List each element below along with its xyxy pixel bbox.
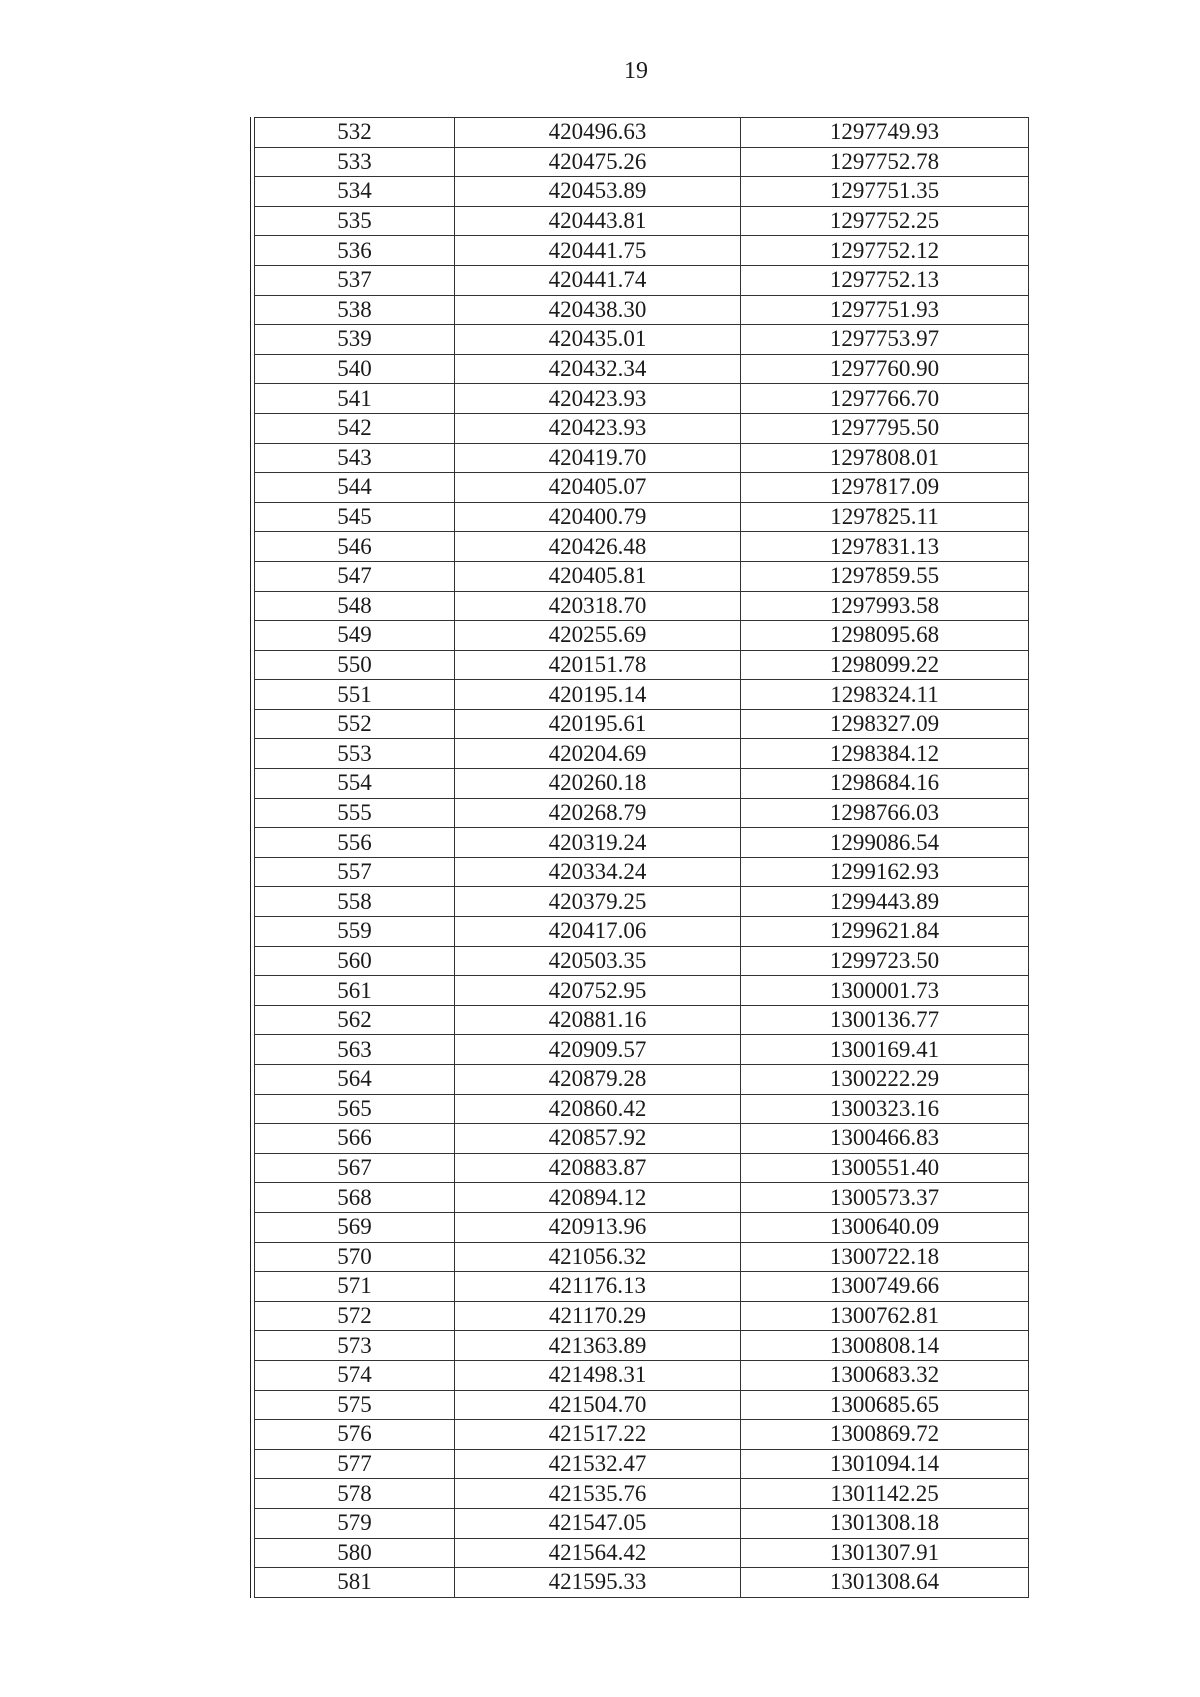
x-coordinate-cell: 420860.42 <box>455 1094 741 1124</box>
y-coordinate-cell: 1300136.77 <box>741 1005 1029 1035</box>
point-number-cell: 556 <box>255 828 455 858</box>
x-coordinate-cell: 420334.24 <box>455 857 741 887</box>
y-coordinate-cell: 1297766.70 <box>741 384 1029 414</box>
y-coordinate-cell: 1301308.18 <box>741 1508 1029 1538</box>
table-row <box>255 561 1029 591</box>
point-number-cell: 561 <box>255 976 455 1006</box>
point-number-cell: 548 <box>255 591 455 621</box>
table-row <box>255 798 1029 828</box>
point-number-cell: 570 <box>255 1242 455 1272</box>
point-number-cell: 557 <box>255 857 455 887</box>
point-number-cell: 568 <box>255 1183 455 1213</box>
point-number-cell: 581 <box>255 1568 455 1598</box>
y-coordinate-cell: 1297760.90 <box>741 354 1029 384</box>
point-number-cell: 567 <box>255 1153 455 1183</box>
table-row <box>255 265 1029 295</box>
point-number-cell: 559 <box>255 917 455 947</box>
point-number-cell: 573 <box>255 1331 455 1361</box>
y-coordinate-cell: 1300323.16 <box>741 1094 1029 1124</box>
point-number-cell: 563 <box>255 1035 455 1065</box>
x-coordinate-cell: 420204.69 <box>455 739 741 769</box>
table-row <box>255 325 1029 355</box>
point-number-cell: 578 <box>255 1479 455 1509</box>
y-coordinate-cell: 1297753.97 <box>741 325 1029 355</box>
point-number-cell: 537 <box>255 265 455 295</box>
point-number-cell: 549 <box>255 621 455 651</box>
y-coordinate-cell: 1297752.13 <box>741 265 1029 295</box>
point-number-cell: 569 <box>255 1212 455 1242</box>
x-coordinate-cell: 420419.70 <box>455 443 741 473</box>
y-coordinate-cell: 1300762.81 <box>741 1301 1029 1331</box>
y-coordinate-cell: 1298324.11 <box>741 680 1029 710</box>
table-row <box>255 857 1029 887</box>
y-coordinate-cell: 1298766.03 <box>741 798 1029 828</box>
point-number-cell: 575 <box>255 1390 455 1420</box>
x-coordinate-cell: 420318.70 <box>455 591 741 621</box>
point-number-cell: 541 <box>255 384 455 414</box>
x-coordinate-cell: 420503.35 <box>455 946 741 976</box>
x-coordinate-cell: 420423.93 <box>455 384 741 414</box>
x-coordinate-cell: 420319.24 <box>455 828 741 858</box>
table-row <box>255 473 1029 503</box>
x-coordinate-cell: 420151.78 <box>455 650 741 680</box>
table-row <box>255 828 1029 858</box>
coordinates-table-wrapper <box>250 117 1032 1598</box>
page-number: 19 <box>624 58 648 84</box>
y-coordinate-cell: 1301142.25 <box>741 1479 1029 1509</box>
y-coordinate-cell: 1301307.91 <box>741 1538 1029 1568</box>
table-row <box>255 443 1029 473</box>
table-row <box>255 709 1029 739</box>
point-number-cell: 558 <box>255 887 455 917</box>
y-coordinate-cell: 1297831.13 <box>741 532 1029 562</box>
table-row <box>255 1242 1029 1272</box>
y-coordinate-cell: 1297993.58 <box>741 591 1029 621</box>
table-row <box>255 917 1029 947</box>
point-number-cell: 542 <box>255 413 455 443</box>
x-coordinate-cell: 420405.07 <box>455 473 741 503</box>
point-number-cell: 535 <box>255 206 455 236</box>
point-number-cell: 536 <box>255 236 455 266</box>
y-coordinate-cell: 1300808.14 <box>741 1331 1029 1361</box>
y-coordinate-cell: 1300722.18 <box>741 1242 1029 1272</box>
point-number-cell: 540 <box>255 354 455 384</box>
table-row <box>255 1568 1029 1598</box>
x-coordinate-cell: 421517.22 <box>455 1420 741 1450</box>
x-coordinate-cell: 421504.70 <box>455 1390 741 1420</box>
table-row <box>255 1153 1029 1183</box>
table-row <box>255 1124 1029 1154</box>
y-coordinate-cell: 1297817.09 <box>741 473 1029 503</box>
table-row <box>255 384 1029 414</box>
x-coordinate-cell: 420881.16 <box>455 1005 741 1035</box>
point-number-cell: 532 <box>255 118 455 148</box>
x-coordinate-cell: 420417.06 <box>455 917 741 947</box>
table-row <box>255 650 1029 680</box>
point-number-cell: 544 <box>255 473 455 503</box>
y-coordinate-cell: 1297752.12 <box>741 236 1029 266</box>
point-number-cell: 551 <box>255 680 455 710</box>
point-number-cell: 571 <box>255 1272 455 1302</box>
table-row <box>255 1301 1029 1331</box>
y-coordinate-cell: 1300685.65 <box>741 1390 1029 1420</box>
y-coordinate-cell: 1300466.83 <box>741 1124 1029 1154</box>
x-coordinate-cell: 421176.13 <box>455 1272 741 1302</box>
y-coordinate-cell: 1297749.93 <box>741 118 1029 148</box>
x-coordinate-cell: 421170.29 <box>455 1301 741 1331</box>
x-coordinate-cell: 420255.69 <box>455 621 741 651</box>
x-coordinate-cell: 420879.28 <box>455 1065 741 1095</box>
x-coordinate-cell: 420379.25 <box>455 887 741 917</box>
x-coordinate-cell: 420400.79 <box>455 502 741 532</box>
y-coordinate-cell: 1297859.55 <box>741 561 1029 591</box>
y-coordinate-cell: 1297751.93 <box>741 295 1029 325</box>
point-number-cell: 552 <box>255 709 455 739</box>
point-number-cell: 579 <box>255 1508 455 1538</box>
table-row <box>255 206 1029 236</box>
y-coordinate-cell: 1300222.29 <box>741 1065 1029 1095</box>
table-row <box>255 236 1029 266</box>
table-row <box>255 1065 1029 1095</box>
point-number-cell: 566 <box>255 1124 455 1154</box>
x-coordinate-cell: 420443.81 <box>455 206 741 236</box>
x-coordinate-cell: 421363.89 <box>455 1331 741 1361</box>
y-coordinate-cell: 1299086.54 <box>741 828 1029 858</box>
x-coordinate-cell: 420260.18 <box>455 769 741 799</box>
point-number-cell: 565 <box>255 1094 455 1124</box>
y-coordinate-cell: 1300749.66 <box>741 1272 1029 1302</box>
x-coordinate-cell: 420441.75 <box>455 236 741 266</box>
table-row <box>255 1538 1029 1568</box>
x-coordinate-cell: 421595.33 <box>455 1568 741 1598</box>
table-row <box>255 1035 1029 1065</box>
x-coordinate-cell: 420913.96 <box>455 1212 741 1242</box>
x-coordinate-cell: 420909.57 <box>455 1035 741 1065</box>
point-number-cell: 543 <box>255 443 455 473</box>
table-row <box>255 1390 1029 1420</box>
table-row <box>255 1331 1029 1361</box>
table-row <box>255 1183 1029 1213</box>
x-coordinate-cell: 421056.32 <box>455 1242 741 1272</box>
table-row <box>255 976 1029 1006</box>
point-number-cell: 547 <box>255 561 455 591</box>
table-row <box>255 1479 1029 1509</box>
point-number-cell: 572 <box>255 1301 455 1331</box>
table-row <box>255 680 1029 710</box>
table-row <box>255 532 1029 562</box>
x-coordinate-cell: 421564.42 <box>455 1538 741 1568</box>
table-row <box>255 946 1029 976</box>
x-coordinate-cell: 420438.30 <box>455 295 741 325</box>
table-row <box>255 621 1029 651</box>
point-number-cell: 555 <box>255 798 455 828</box>
table-row <box>255 1212 1029 1242</box>
y-coordinate-cell: 1299621.84 <box>741 917 1029 947</box>
y-coordinate-cell: 1297825.11 <box>741 502 1029 532</box>
coordinates-table-body <box>255 118 1029 1598</box>
y-coordinate-cell: 1301308.64 <box>741 1568 1029 1598</box>
y-coordinate-cell: 1297795.50 <box>741 413 1029 443</box>
table-row <box>255 1005 1029 1035</box>
y-coordinate-cell: 1300551.40 <box>741 1153 1029 1183</box>
point-number-cell: 564 <box>255 1065 455 1095</box>
x-coordinate-cell: 421498.31 <box>455 1360 741 1390</box>
table-row <box>255 887 1029 917</box>
table-row <box>255 739 1029 769</box>
x-coordinate-cell: 420475.26 <box>455 147 741 177</box>
point-number-cell: 577 <box>255 1449 455 1479</box>
point-number-cell: 574 <box>255 1360 455 1390</box>
coordinates-table <box>254 117 1029 1598</box>
point-number-cell: 538 <box>255 295 455 325</box>
y-coordinate-cell: 1300001.73 <box>741 976 1029 1006</box>
point-number-cell: 539 <box>255 325 455 355</box>
y-coordinate-cell: 1300169.41 <box>741 1035 1029 1065</box>
point-number-cell: 576 <box>255 1420 455 1450</box>
table-row <box>255 147 1029 177</box>
y-coordinate-cell: 1300640.09 <box>741 1212 1029 1242</box>
table-row <box>255 1508 1029 1538</box>
x-coordinate-cell: 420195.61 <box>455 709 741 739</box>
y-coordinate-cell: 1300683.32 <box>741 1360 1029 1390</box>
y-coordinate-cell: 1297808.01 <box>741 443 1029 473</box>
x-coordinate-cell: 420857.92 <box>455 1124 741 1154</box>
x-coordinate-cell: 420441.74 <box>455 265 741 295</box>
point-number-cell: 560 <box>255 946 455 976</box>
x-coordinate-cell: 420432.34 <box>455 354 741 384</box>
y-coordinate-cell: 1298384.12 <box>741 739 1029 769</box>
table-row <box>255 177 1029 207</box>
table-row <box>255 413 1029 443</box>
table-row <box>255 295 1029 325</box>
point-number-cell: 554 <box>255 769 455 799</box>
y-coordinate-cell: 1301094.14 <box>741 1449 1029 1479</box>
y-coordinate-cell: 1299723.50 <box>741 946 1029 976</box>
y-coordinate-cell: 1299443.89 <box>741 887 1029 917</box>
table-row <box>255 1094 1029 1124</box>
point-number-cell: 580 <box>255 1538 455 1568</box>
table-row <box>255 502 1029 532</box>
point-number-cell: 550 <box>255 650 455 680</box>
y-coordinate-cell: 1297751.35 <box>741 177 1029 207</box>
y-coordinate-cell: 1298684.16 <box>741 769 1029 799</box>
table-row <box>255 1420 1029 1450</box>
x-coordinate-cell: 420453.89 <box>455 177 741 207</box>
y-coordinate-cell: 1297752.25 <box>741 206 1029 236</box>
table-row <box>255 1272 1029 1302</box>
x-coordinate-cell: 420883.87 <box>455 1153 741 1183</box>
y-coordinate-cell: 1299162.93 <box>741 857 1029 887</box>
point-number-cell: 545 <box>255 502 455 532</box>
x-coordinate-cell: 420195.14 <box>455 680 741 710</box>
table-row <box>255 1360 1029 1390</box>
x-coordinate-cell: 420435.01 <box>455 325 741 355</box>
x-coordinate-cell: 420426.48 <box>455 532 741 562</box>
x-coordinate-cell: 421535.76 <box>455 1479 741 1509</box>
point-number-cell: 534 <box>255 177 455 207</box>
x-coordinate-cell: 420423.93 <box>455 413 741 443</box>
x-coordinate-cell: 420752.95 <box>455 976 741 1006</box>
x-coordinate-cell: 420405.81 <box>455 561 741 591</box>
y-coordinate-cell: 1300573.37 <box>741 1183 1029 1213</box>
y-coordinate-cell: 1297752.78 <box>741 147 1029 177</box>
x-coordinate-cell: 421547.05 <box>455 1508 741 1538</box>
point-number-cell: 533 <box>255 147 455 177</box>
table-row <box>255 118 1029 148</box>
point-number-cell: 562 <box>255 1005 455 1035</box>
y-coordinate-cell: 1298327.09 <box>741 709 1029 739</box>
y-coordinate-cell: 1298095.68 <box>741 621 1029 651</box>
point-number-cell: 546 <box>255 532 455 562</box>
x-coordinate-cell: 420268.79 <box>455 798 741 828</box>
point-number-cell: 553 <box>255 739 455 769</box>
table-row <box>255 1449 1029 1479</box>
y-coordinate-cell: 1298099.22 <box>741 650 1029 680</box>
x-coordinate-cell: 420496.63 <box>455 118 741 148</box>
y-coordinate-cell: 1300869.72 <box>741 1420 1029 1450</box>
x-coordinate-cell: 420894.12 <box>455 1183 741 1213</box>
table-row <box>255 591 1029 621</box>
x-coordinate-cell: 421532.47 <box>455 1449 741 1479</box>
table-row <box>255 354 1029 384</box>
table-row <box>255 769 1029 799</box>
